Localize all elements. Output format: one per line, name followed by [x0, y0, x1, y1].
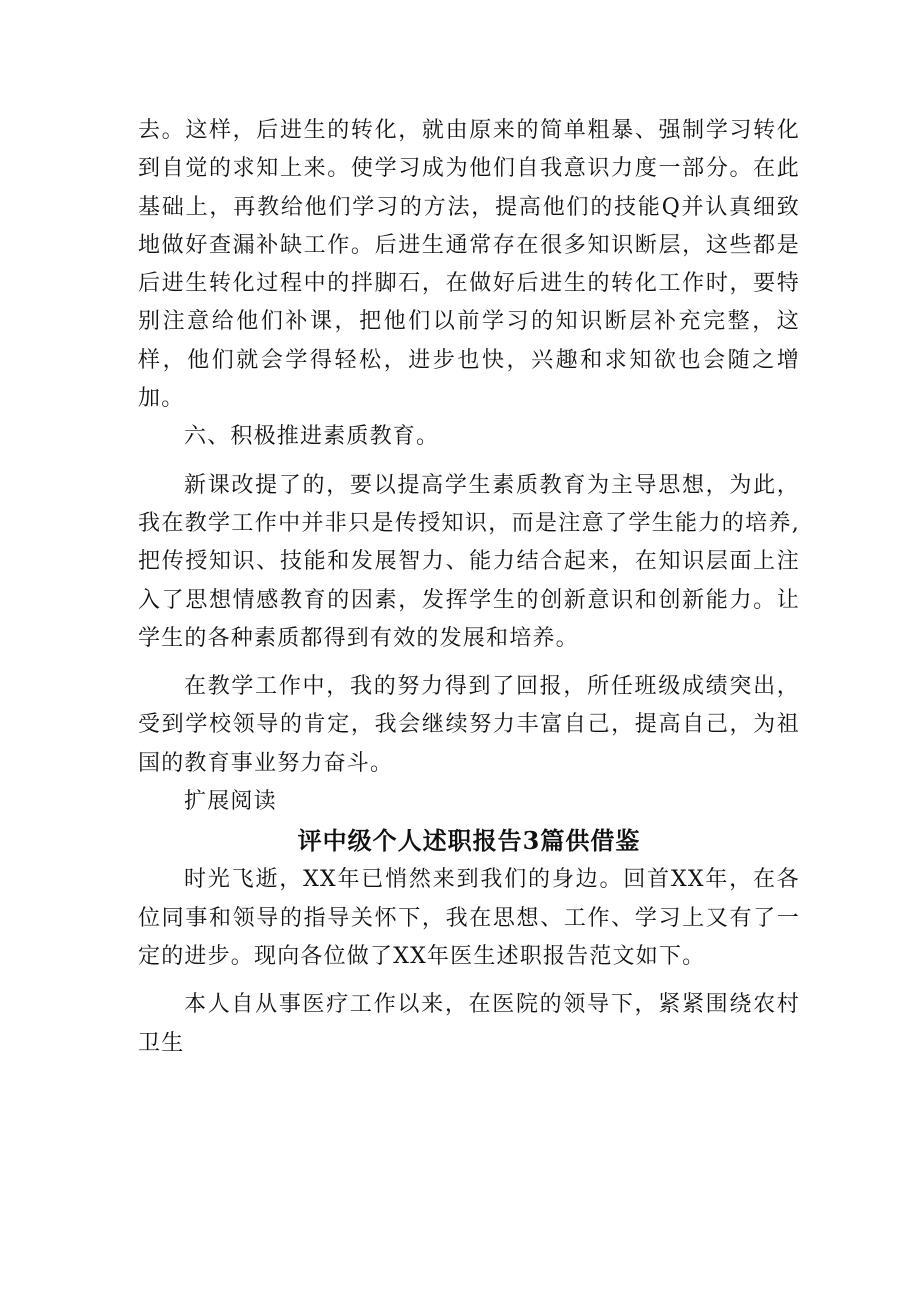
paragraph-medical-work: 本人自从事医疗工作以来，在医院的领导下，紧紧围绕农村卫生: [138, 992, 800, 1056]
extended-reading-label: 扩展阅读: [184, 789, 277, 815]
paragraph-continuation: 去。这样，后进生的转化，就由原来的简单粗暴、强制学习转化到自觉的求知上来。使学习成为他们自我意识力度一部分。在此基础上，再教给他们学习的方法，提高他们的技能Q并认真细致地做好查漏补缺工作。后进生通常存在很多知识断层，这些都是后进生转化过程中的拌脚石，在做好后进生的转化工作时，要特别注意给他们补课，把他们以前学习的知识断层补充完整，这样，他们就会学得轻松，进步也快，兴趣和求知欲也会随之增加。: [138, 118, 800, 412]
document-body: [138, 112, 800, 1063]
article-title: 评中级个人述职报告3篇供借鉴: [297, 826, 641, 856]
section-heading: 六、积极推进素质教育。: [184, 424, 440, 450]
paragraph-intro: 时光飞逝，XX年已悄然来到我们的身边。回首XX年，在各位同事和领导的指导关怀下，我在思想、工作、学习上又有了一定的进步。现向各位做了XX年医生述职报告范文如下。: [138, 867, 800, 969]
paragraph-quality-education: 新课改提了的，要以提高学生素质教育为主导思想，为此，我在教学工作中并非只是传授知识，而是注意了学生能力的培养,把传授知识、技能和发展智力、能力结合起来，在知识层面上注入了思想情感教育的因素，发挥学生的创新意识和创新能力。让学生的各种素质都得到有效的发展和培养。: [138, 472, 800, 651]
paragraph-achievement: 在教学工作中，我的努力得到了回报，所任班级成绩突出，受到学校领导的肯定，我会继续努力丰富自己，提高自己，为祖国的教育事业努力奋斗。: [138, 674, 800, 776]
